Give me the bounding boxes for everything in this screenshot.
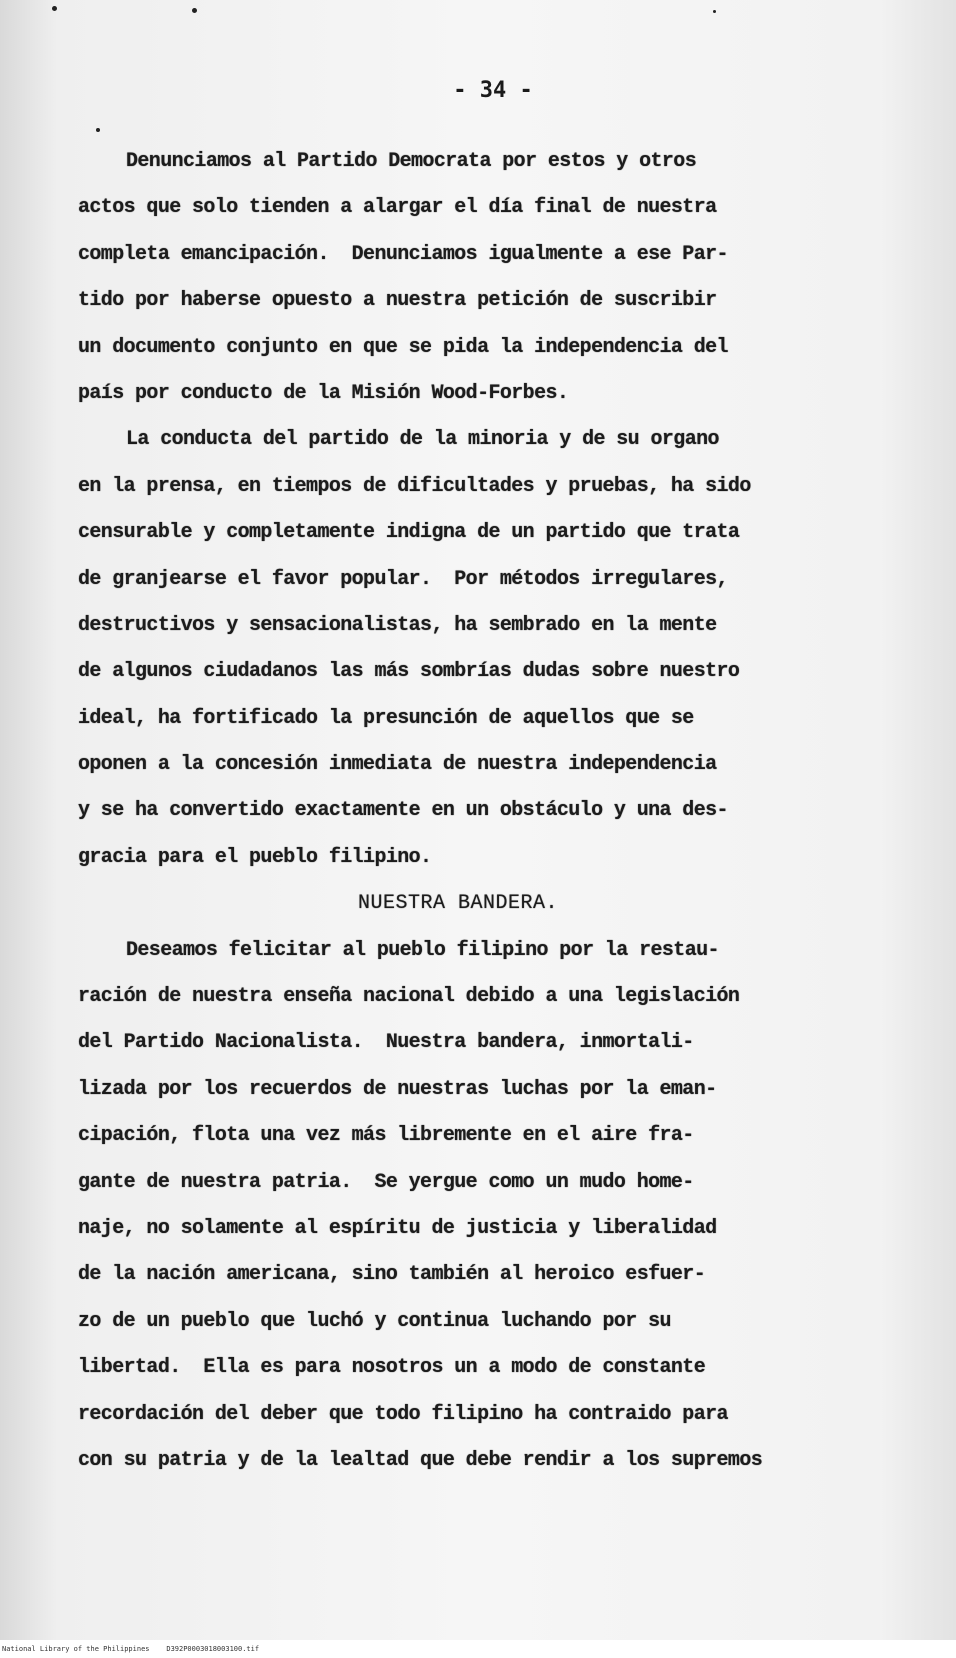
text-line: de la nación americana, sino también al heroico esfuer- — [78, 1263, 706, 1287]
text-line: gracia para el pueblo filipino. — [78, 845, 432, 869]
text-line: tido por haberse opuesto a nuestra petición de suscribir — [78, 289, 717, 313]
text-line: zo de un pueblo que luchó y continua luchando por su — [78, 1309, 671, 1333]
text-line: y se ha convertido exactamente en un obstáculo y una des- — [78, 799, 728, 823]
text-line: La conducta del partido de la minoria y de su organo — [126, 428, 719, 452]
text-line: recordación del deber que todo filipino ha contraido para — [78, 1402, 728, 1426]
text-line: cipación, flota una vez más libremente en el aire fra- — [78, 1124, 694, 1148]
text-line: libertad. Ella es para nosotros un a modo de constante — [78, 1356, 706, 1380]
text-line: naje, no solamente al espíritu de justicia y liberalidad — [78, 1216, 717, 1240]
text-line: destructivos y sensacionalistas, ha sembrado en la mente — [78, 613, 717, 637]
scan-speck — [52, 6, 57, 11]
section-heading: NUESTRA BANDERA. — [358, 892, 559, 916]
scan-speck — [192, 8, 197, 13]
text-line: del Partido Nacionalista. Nuestra bandera, inmortali- — [78, 1031, 694, 1055]
scan-speck — [713, 10, 716, 13]
text-line: Denunciamos al Partido Democrata por estos y otros — [126, 150, 697, 173]
text-line: ideal, ha fortificado la presunción de aquellos que se — [78, 706, 694, 730]
scan-speck — [96, 128, 100, 132]
text-line: en la prensa, en tiempos de dificultades y pruebas, ha sido — [78, 474, 751, 498]
page-number: - 34 - — [453, 78, 533, 103]
scan-footer: National Library of the Philippines D392P0003018003100.tif — [0, 1640, 956, 1658]
text-line: país por conducto de la Misión Wood-Forbes. — [78, 381, 569, 405]
text-line: ración de nuestra enseña nacional debido a una legislación — [78, 985, 740, 1009]
text-line: de granjearse el favor popular. Por métodos irregulares, — [78, 567, 728, 591]
text-line: completa emancipación. Denunciamos igualmente a ese Par- — [78, 242, 728, 266]
document-body — [78, 142, 878, 1487]
text-line: gante de nuestra patria. Se yergue como un mudo home- — [78, 1170, 694, 1194]
text-line: oponen a la concesión inmediata de nuestra independencia — [78, 753, 717, 777]
text-line: con su patria y de la lealtad que debe rendir a los supremos — [78, 1448, 763, 1472]
text-line: lizada por los recuerdos de nuestras luchas por la eman- — [78, 1077, 717, 1101]
text-line: actos que solo tienden a alargar el día final de nuestra — [78, 196, 717, 220]
text-line: censurable y completamente indigna de un partido que trata — [78, 521, 740, 545]
text-line: Deseamos felicitar al pueblo filipino por la restau- — [126, 938, 719, 962]
text-line: de algunos ciudadanos las más sombrías dudas sobre nuestro — [78, 660, 740, 684]
text-line: un documento conjunto en que se pida la independencia del — [78, 335, 728, 359]
